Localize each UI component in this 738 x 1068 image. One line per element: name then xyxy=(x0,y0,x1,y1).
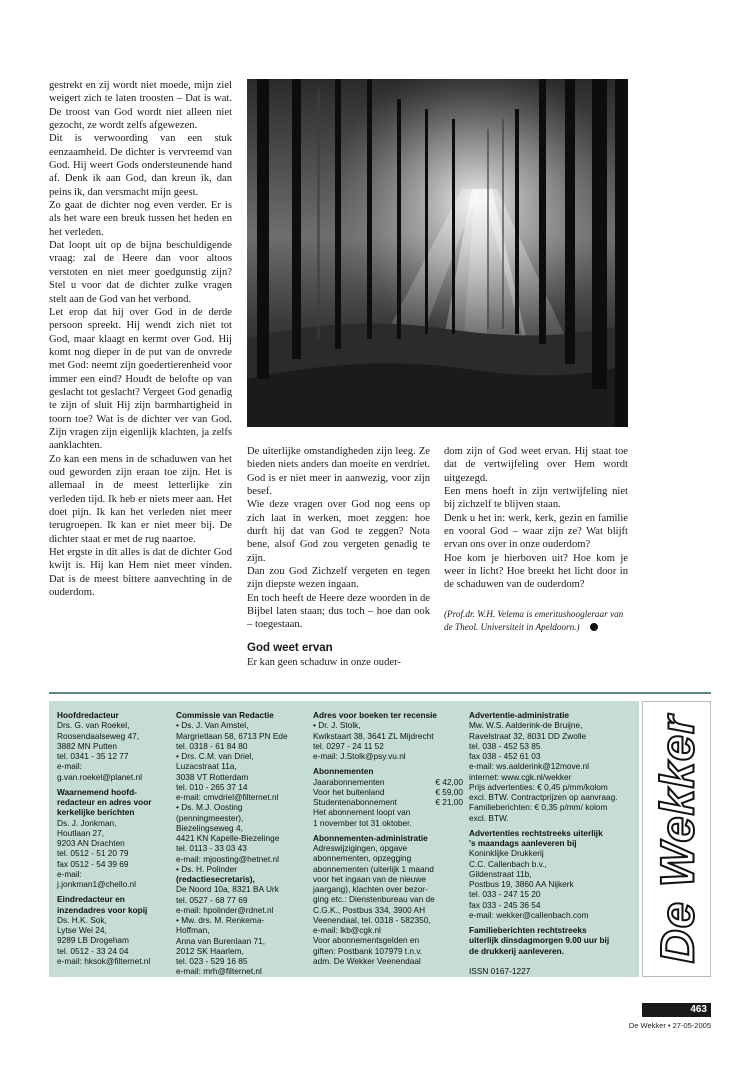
email-link[interactable]: e-mail: lkb@cgk.nl xyxy=(313,925,381,935)
email-link[interactable]: e-mail: wekker@callenbach.com xyxy=(469,909,589,920)
issn: ISSN 0167-1227 xyxy=(469,965,531,976)
paragraph: Een mens hoeft in zijn vertwijfeling niet bij zichzelf te blijven staan. xyxy=(444,486,628,511)
line: • Ds. H. Polinder xyxy=(176,863,238,874)
email-link[interactable]: j.jonkman1@chello.nl xyxy=(57,879,136,889)
line: 4421 KN Kapelle-Biezelinge xyxy=(176,833,280,843)
line: excl. BTW. Contractprijzen op aanvraag. xyxy=(469,792,618,802)
line: Prijs advertenties: € 0,45 p/mm/kolom xyxy=(469,781,608,792)
line: jaargang), klachten over bezor- xyxy=(313,884,428,894)
line: tel. 0512 - 51 20 79 xyxy=(57,848,129,859)
byline-text: (Prof.dr. W.H. Velema is emeritushoogleraar van de Theol. Universiteit in Apeldoorn.) xyxy=(444,608,624,632)
line: abonnementen (uiterlijk 1 maand xyxy=(313,863,434,874)
price-row xyxy=(313,777,463,787)
line: • Drs. C.M. van Driel, xyxy=(176,751,254,761)
line: Ds. J. Jonkman, xyxy=(57,817,117,828)
end-bullet-icon xyxy=(590,623,598,631)
line: Gildenstraat 11b, xyxy=(469,868,532,879)
brand-title: De Wekker xyxy=(650,714,703,964)
colophon-column-4 xyxy=(469,710,637,976)
email-link[interactable]: g.van.roekel@planet.nl xyxy=(57,771,142,782)
paragraph: Dat loopt uit op de bijna beschuldigende vraag: zal de Heere dan voor altoos verstoten en niet meer goedgunstig zijn? Stel u voor dat de dichter zulke vragen stelt aan de God van het verbond. xyxy=(49,240,232,305)
line: abonnementen, opzegging xyxy=(313,853,412,864)
paragraph: Hoe kom je hierboven uit? Hoe kom je weer in licht? Hoe breekt het licht door in de schaduwen van de ouderdom? xyxy=(444,552,628,591)
heading-editor-in-chief: Hoofdredacteur xyxy=(57,710,119,720)
price-value: € 21,00 xyxy=(435,797,463,807)
line: tel. 0318 - 61 84 80 xyxy=(176,740,248,751)
line: tel. 023 - 529 16 85 xyxy=(176,956,248,966)
heading-book-reviews: Adres voor boeken ter recensie xyxy=(313,710,438,720)
paragraph: Wie deze vragen over God nog eens op zich laat in werken, moet zeggen: hoe durft hij dat van God te zeggen? Nota bene, alsof God zou vergeten genadig te zijn. xyxy=(247,499,430,564)
heading: de drukkerij aanleveren. xyxy=(469,945,565,956)
heading: Advertenties rechtstreeks uiterlijk xyxy=(469,827,603,838)
price-value: € 59,00 xyxy=(435,786,463,797)
price-value: € 42,00 xyxy=(435,776,463,787)
line: • Ds. J. Van Amstel, xyxy=(176,720,249,731)
heading: Eindredacteur en xyxy=(57,894,125,905)
heading: inzendadres voor kopij xyxy=(57,904,148,915)
line: • Ds. M.J. Oosting xyxy=(176,802,243,813)
line: De Noord 10a, 8321 BA Urk xyxy=(176,884,279,895)
paragraph: Dit is verwoording van een stuk eenzaamheid. De dichter is vervreemd van God. Hij weert Gods ondersteunende hand af. Denk ik aan God, dan kreun ik, dan peins ik, dan versmacht mijn geest. xyxy=(49,133,232,198)
line: 3882 MN Putten xyxy=(57,740,117,751)
price-row xyxy=(313,787,463,797)
line: Hoffman, xyxy=(176,925,210,936)
website-link[interactable]: internet: www.cgk.nl/wekker xyxy=(469,771,572,782)
page-number: 463 xyxy=(642,1003,711,1017)
line: tel. 033 - 247 15 20 xyxy=(469,889,541,900)
line: Ds. H.K. Sok, xyxy=(57,914,107,925)
colophon xyxy=(49,701,639,977)
line: tel. 0527 - 68 77 69 xyxy=(176,894,248,905)
line: Voor abonnementsgelden en xyxy=(313,935,420,946)
article-column-3 xyxy=(444,445,628,634)
colophon-column-2 xyxy=(176,710,308,977)
email-link[interactable]: e-mail: J.Stolk@psy.vu.nl xyxy=(313,751,406,761)
colophon-column-3 xyxy=(313,710,463,966)
price-label: Studentenabonnement xyxy=(313,797,397,807)
price-label: Voor het buitenland xyxy=(313,786,385,797)
article-column-2 xyxy=(247,445,430,669)
line: Familieberichten: € 0,35 p/mm/ kolom xyxy=(469,802,608,813)
line: Ravelstraat 32, 8031 DD Zwolle xyxy=(469,730,587,741)
heading: kerkelijke berichten xyxy=(57,807,135,818)
paragraph: Dan zou God Zichzelf vergeten en tegen zijn diepste wezen ingaan. xyxy=(247,566,430,591)
line: voor het ingaan van de nieuwe xyxy=(313,873,427,884)
forest-sunbeams-photo xyxy=(247,79,628,427)
line: C.G.K., Postbus 334, 3900 AH xyxy=(313,904,426,915)
heading-subscription-admin: Abonnementen-administratie xyxy=(313,832,428,843)
line: Veenendaal, tel. 0318 - 582350, xyxy=(313,914,431,925)
heading-subscriptions: Abonnementen xyxy=(313,766,374,777)
subheading: God weet ervan xyxy=(247,641,333,654)
line: tel. 0341 - 35 12 77 xyxy=(57,751,129,761)
email-link[interactable]: e-mail: ws.aalderink@12move.nl xyxy=(469,761,590,772)
paragraph: Zo kan een mens in de schaduwen van het oud geworden zijn eraan toe zijn. Het is allemaal in de meest letterlijke zin verleden tijd. Ik heb er niets meer aan. Het doet pijn. Ik kan het verleden niet meer terugroepen. Ik kan er niet meer bij. De dichter staat er met de rug naartoe. xyxy=(49,453,232,545)
colophon-column-1 xyxy=(57,710,179,966)
line: e-mail: xyxy=(57,868,82,879)
email-link[interactable]: e-mail: mjoosting@hetnet.nl xyxy=(176,853,279,864)
line: (penningmeester), xyxy=(176,812,244,823)
price-row xyxy=(313,797,463,807)
email-link[interactable]: e-mail: mrh@filternet.nl xyxy=(176,966,262,977)
email-link[interactable]: e-mail: cmvdriel@filternet.nl xyxy=(176,792,279,802)
de-wekker-logo xyxy=(642,701,711,977)
line: • Mw. drs. M. Renkema- xyxy=(176,915,265,925)
line: Margrietlaan 58, 6713 PN Ede xyxy=(176,730,288,741)
line: e-mail: xyxy=(57,761,82,772)
line: tel. 0113 - 33 03 43 xyxy=(176,843,247,854)
paragraph: En toch heeft de Heere deze woorden in de Bijbel laten staan; dus toch – hoe dan ook – toegestaan. xyxy=(247,592,430,631)
line: Lytse Wei 24, xyxy=(57,925,107,935)
paragraph: De uiterlijke omstandigheden zijn leeg. Ze bieden niets anders dan moeite en verdriet. God is er niet meer in aanwezig, voor zijn besef. xyxy=(247,446,430,498)
heading-advertising: Advertentie-administratie xyxy=(469,710,570,720)
heading: redacteur en adres voor xyxy=(57,797,152,807)
line: fax 038 - 452 61 03 xyxy=(469,751,541,761)
line: 9289 LB Drogeham xyxy=(57,935,129,946)
line: Anna van Burenlaan 71, xyxy=(176,935,266,946)
line: excl. BTW. xyxy=(469,812,509,823)
line: tel. 0512 - 33 24 04 xyxy=(57,945,129,956)
line: fax 033 - 245 36 54 xyxy=(469,899,541,910)
heading: 's maandags aanleveren bij xyxy=(469,838,577,848)
email-link[interactable]: e-mail: hksok@filternet.nl xyxy=(57,955,151,966)
line: Koninklijke Drukkerij xyxy=(469,848,544,859)
paragraph: Het ergste in dit alles is dat de dichter God kwijt is. Hij kan Hem niet meer vinden. Dat is de meest bittere aanvechting in de ouderdom. xyxy=(49,547,232,599)
paragraph: dom zijn of God weet ervan. Hij staat toe dat de vertwijfeling over Hem wordt uitgezegd. xyxy=(444,446,628,484)
section-divider xyxy=(49,692,711,694)
paragraph: Let erop dat hij over God in de derde persoon spreekt. Hij wendt zich niet tot God, maar klaagt en kermt over God. Hij komt nog dieper in de put van de onvrede met God: neemt zijn goedertierenheid voor immer een eind? Houdt de belofte op van geslacht tot geslacht? Vergeet God genadig te zijn of sluit Hij zijn barmhartigheid in toorn toe? Wat is de dichter ver van God. Zijn vragen zijn eigenlijk klachten, ja zelfs aanklachten. xyxy=(49,306,232,452)
footer-publication-date: De Wekker • 27-05-2005 xyxy=(628,1021,711,1030)
line: Houtlaan 27, xyxy=(57,827,105,838)
line: adm. De Wekker Veenendaal xyxy=(313,955,421,966)
line: giften: Postbank 107979 t.n.v. xyxy=(313,945,423,956)
email-link[interactable]: e-mail: hpolinder@rdnet.nl xyxy=(176,904,274,915)
paragraph: gestrekt en zij wordt niet moede, mijn ziel weigert zich te laten troosten – Dat is wat. De troost van God wordt niet alleen niet gezocht, ze wordt zelfs afgewezen. xyxy=(49,80,232,132)
line: Kwikstaart 38, 3641 ZL Mijdrecht xyxy=(313,730,434,741)
line: Drs. G. van Roekel, xyxy=(57,720,130,731)
line: Postbus 19, 3860 AA Nijkerk xyxy=(469,879,574,889)
paragraph: Zo gaat de dichter nog even verder. Er is als het ware een breuk tussen het heden en het verleden. xyxy=(49,200,232,238)
article-column-1 xyxy=(49,79,232,599)
line: tel. 010 - 265 37 14 xyxy=(176,781,248,792)
line: (redactiesecretaris), xyxy=(176,874,255,884)
line: Mw. W.S. Aalderink-de Bruijne, xyxy=(469,720,583,731)
line: Luzacstraat 11a, xyxy=(176,761,237,772)
line: fax 0512 - 54 39 69 xyxy=(57,858,129,869)
line: 2012 SK Haarlem, xyxy=(176,945,244,956)
heading: uiterlijk dinsdagmorgen 9.00 uur bij xyxy=(469,935,610,946)
line: 3038 VT Rotterdam xyxy=(176,771,249,782)
author-byline xyxy=(444,608,628,634)
line: 1 november tot 31 oktober. xyxy=(313,817,412,828)
line: tel. 0297 - 24 11 52 xyxy=(313,740,384,751)
line: Adreswijzigingen, opgave xyxy=(313,843,408,853)
line: ging etc.: Dienstenbureau van de xyxy=(313,894,435,905)
line: Het abonnement loopt van xyxy=(313,807,411,818)
paragraph: Er kan geen schaduw in onze ouder- xyxy=(247,656,401,668)
line: Biezelingseweg 4, xyxy=(176,822,243,833)
line: tel. 038 - 452 53 85 xyxy=(469,740,541,751)
heading-editorial-committee: Commissie van Redactie xyxy=(176,710,274,720)
paragraph: Denk u het in: werk, kerk, gezin en familie en vooral God – waar zijn ze? Wat blijft ervan ons over in onze ouderdom? xyxy=(444,512,628,551)
line: 9203 AN Drachten xyxy=(57,838,125,848)
line: Roosendaalseweg 47, xyxy=(57,730,140,741)
line: • Dr. J. Stolk, xyxy=(313,720,361,731)
price-label: Jaarabonnementen xyxy=(313,776,385,787)
heading: Waarnemend hoofd- xyxy=(57,786,137,797)
line: C.C. Callenbach b.v., xyxy=(469,858,547,869)
heading: Familieberichten rechtstreeks xyxy=(469,925,587,935)
